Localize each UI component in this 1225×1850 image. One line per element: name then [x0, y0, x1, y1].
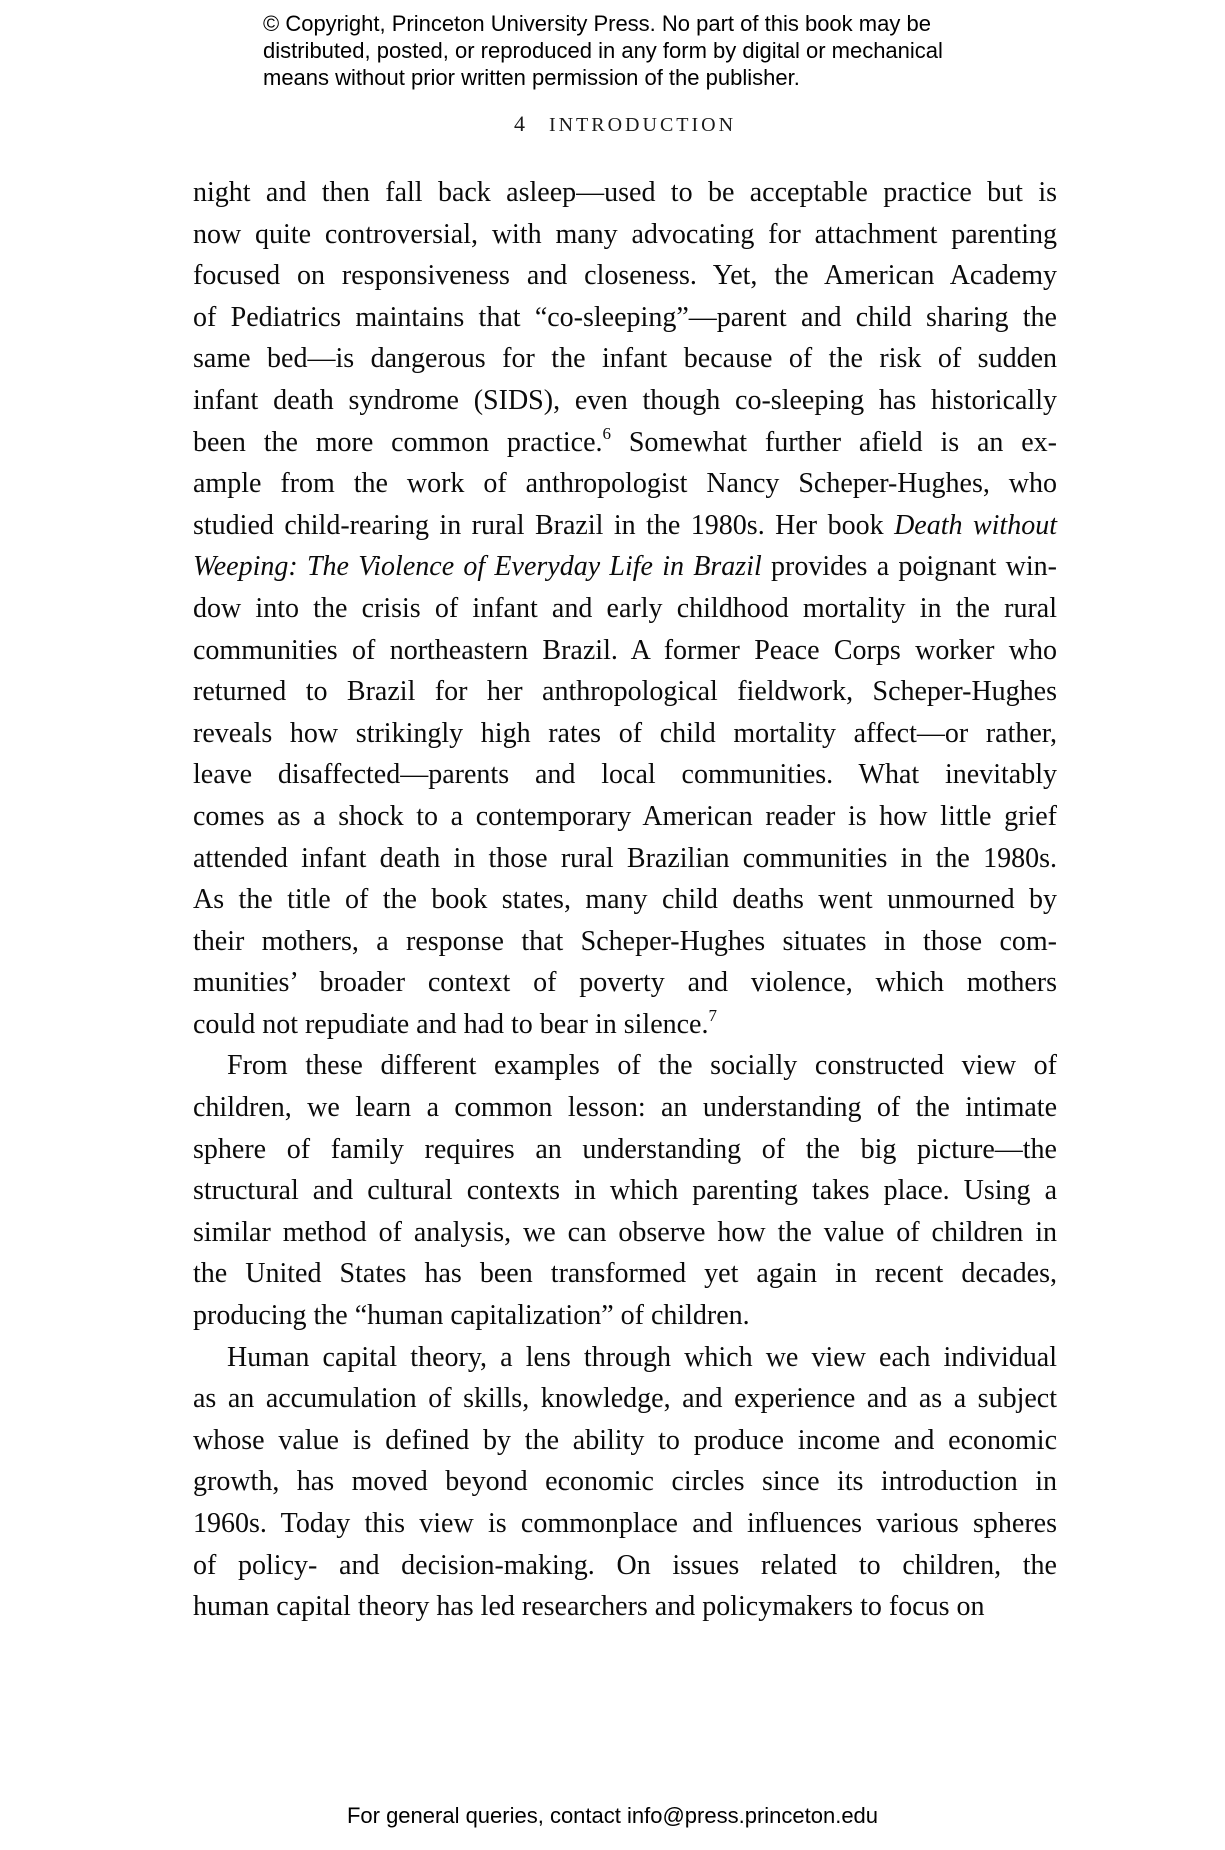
body-line: [193, 588, 1057, 630]
text-segment: same bed—is dangerous for the infant because of the risk of sudden: [193, 343, 1057, 375]
text-segment: now quite controversial, with many advocating for attachment parenting: [193, 218, 1057, 250]
body-line: [193, 1295, 1057, 1337]
copyright-line: means without prior written permission of the publisher.: [263, 65, 800, 90]
text-segment: reveals how strikingly high rates of child mortality affect—or rather,: [193, 717, 1057, 749]
copyright-line: distributed, posted, or reproduced in any form by digital or mechanical: [263, 38, 943, 63]
text-segment: 1960s. Today this view is commonplace and influences various spheres: [193, 1508, 1057, 1539]
text-segment: leave disaffected—parents and local communities. What inevitably: [193, 759, 1057, 791]
body-line: [193, 879, 1057, 921]
book-title-italic: Weeping: The Violence of Everyday Life in Brazil: [193, 551, 762, 583]
body-line: [193, 671, 1057, 713]
body-line: [193, 1004, 1057, 1046]
text-segment: communities of northeastern Brazil. A former Peace Corps worker who: [193, 634, 1057, 666]
body-line: [193, 754, 1057, 796]
text-segment: as an accumulation of skills, knowledge, and experience and as a subject: [193, 1383, 1057, 1415]
text-segment: provides a poignant win-: [761, 551, 1057, 583]
text-segment: From these different examples of the socially constructed view of: [227, 1050, 1057, 1082]
running-head: [193, 112, 1057, 139]
body-text: [193, 172, 1057, 1628]
text-segment: structural and cultural contexts in which parenting takes place. Using a: [193, 1175, 1057, 1207]
text-segment: dow into the crisis of infant and early childhood mortality in the rural: [193, 592, 1057, 624]
body-line: [193, 1545, 1057, 1587]
body-line: [193, 255, 1057, 297]
text-segment: returned to Brazil for her anthropological fieldwork, Scheper-Hughes: [193, 676, 1057, 708]
body-line: [193, 1170, 1057, 1212]
body-line: [193, 962, 1057, 1004]
text-segment: night and then fall back asleep—used to be acceptable practice but is: [193, 177, 1057, 208]
body-line: [193, 1586, 1057, 1628]
text-segment: whose value is defined by the ability to produce income and economic: [193, 1424, 1057, 1456]
body-line: [193, 1253, 1057, 1295]
text-segment: infant death syndrome (SIDS), even though co-sleeping has historically: [193, 384, 1057, 416]
body-line: [193, 1337, 1057, 1379]
text-segment: studied child-rearing in rural Brazil in the 1980s. Her book: [193, 509, 895, 541]
body-line: [193, 713, 1057, 755]
text-segment: growth, has moved beyond economic circles since its introduction in: [193, 1466, 1057, 1498]
body-line: [193, 796, 1057, 838]
text-segment: the United States has been transformed yet again in recent decades,: [193, 1258, 1057, 1290]
body-line: [193, 546, 1057, 588]
body-line: [193, 422, 1057, 464]
text-segment: munities’ broader context of poverty and violence, which mothers: [193, 967, 1057, 999]
text-segment: comes as a shock to a contemporary American reader is how little grief: [193, 800, 1057, 832]
body-line: [193, 1045, 1057, 1087]
text-segment: Human capital theory, a lens through which we view each individual: [227, 1341, 1057, 1373]
body-line: [193, 338, 1057, 380]
text-segment: their mothers, a response that Scheper-Hughes situates in those com-: [193, 925, 1057, 957]
text-segment: of policy- and decision-making. On issues related to children, the: [193, 1549, 1057, 1581]
text-segment: attended infant death in those rural Brazilian communities in the 1980s.: [193, 842, 1057, 874]
chapter-title: INTRODUCTION: [548, 114, 737, 136]
text-segment: sphere of family requires an understanding of the big picture—the: [193, 1133, 1057, 1165]
copyright-line: © Copyright, Princeton University Press. No part of this book may be: [263, 11, 931, 36]
book-title-italic: Death without: [894, 509, 1057, 541]
body-line: [193, 1503, 1057, 1545]
text-segment: similar method of analysis, we can observe how the value of children in: [193, 1216, 1057, 1248]
body-line: [193, 463, 1057, 505]
text-segment: focused on responsiveness and closeness. Yet, the American Academy: [193, 260, 1057, 292]
body-line: [193, 172, 1057, 214]
body-line: [193, 1420, 1057, 1462]
body-line: [193, 1461, 1057, 1503]
text-segment: Somewhat further afield is an ex-: [611, 426, 1057, 458]
text-segment: children, we learn a common lesson: an understanding of the intimate: [193, 1092, 1057, 1124]
body-line: [193, 214, 1057, 256]
text-segment: been the more common practice.: [193, 426, 603, 458]
text-segment: ample from the work of anthropologist Nancy Scheper-Hughes, who: [193, 468, 1057, 500]
body-line: [193, 1129, 1057, 1171]
copyright-notice: [263, 10, 943, 91]
body-line: [193, 505, 1057, 547]
body-line: [193, 1378, 1057, 1420]
body-line: [193, 380, 1057, 422]
text-segment: could not repudiate and had to bear in silence.: [193, 1008, 709, 1040]
footer-contact-line: For general queries, contact info@press.princeton.edu: [346, 1803, 879, 1828]
text-segment: As the title of the book states, many child deaths went unmourned by: [193, 884, 1057, 916]
footnote-marker: 6: [602, 423, 612, 443]
body-line: [193, 1212, 1057, 1254]
page-number: 4: [513, 111, 525, 136]
body-line: [193, 921, 1057, 963]
text-segment: producing the “human capitalization” of children.: [193, 1300, 750, 1332]
text-segment: of Pediatrics maintains that “co-sleeping”—parent and child sharing the: [193, 301, 1057, 333]
body-line: [193, 838, 1057, 880]
body-line: [193, 1087, 1057, 1129]
body-line: [193, 297, 1057, 339]
text-segment: human capital theory has led researchers and policymakers to focus on: [193, 1591, 985, 1623]
body-line: [193, 630, 1057, 672]
footnote-marker: 7: [708, 1005, 717, 1025]
